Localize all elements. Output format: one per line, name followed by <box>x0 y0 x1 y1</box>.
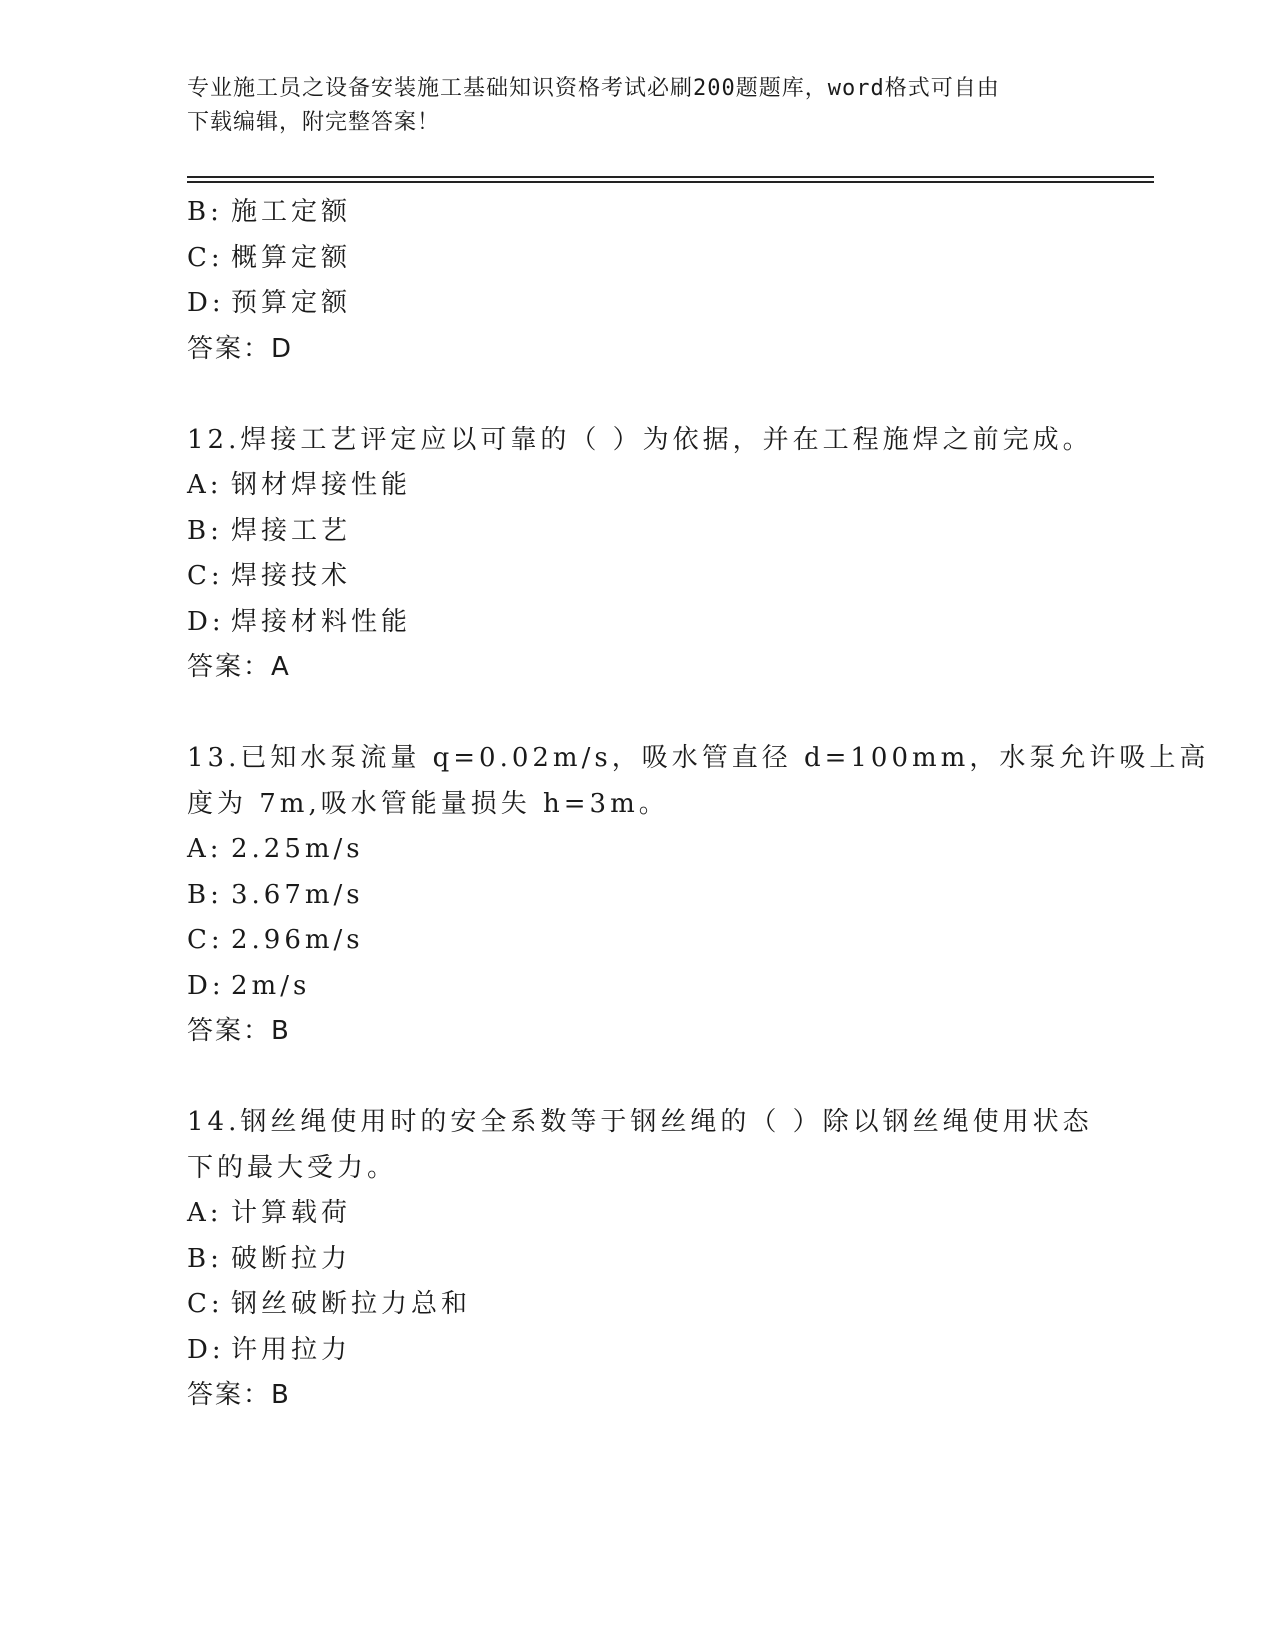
option-c: C: 焊接技术 <box>187 561 352 591</box>
answer: 答案：B <box>187 1380 291 1410</box>
document-header <box>187 72 1087 140</box>
question-stem: 12.焊接工艺评定应以可靠的（ ）为依据，并在工程施焊之前完成。 <box>187 424 1093 455</box>
option-c: C: 钢丝破断拉力总和 <box>187 1289 472 1319</box>
option-d: D: 焊接材料性能 <box>187 606 412 637</box>
option-c: C: 2.96m/s <box>187 925 364 955</box>
answer: 答案：D <box>187 333 294 364</box>
header-line-2: 下载编辑，附完整答案！ <box>187 110 441 135</box>
question-12 <box>187 418 1093 691</box>
option-c: C: 概算定额 <box>187 242 352 273</box>
answer: 答案：B <box>187 1016 291 1046</box>
option-d: D: 预算定额 <box>187 288 352 318</box>
option-a: A: 2.25m/s <box>187 834 364 864</box>
option-b: B: 破断拉力 <box>187 1243 352 1274</box>
header-rule-bottom <box>187 181 1154 183</box>
question-stem-line-2: 度为 7m,吸水管能量损失 h=3m。 <box>187 788 669 819</box>
option-a: A: 计算载荷 <box>187 1198 352 1228</box>
option-b: B: 施工定额 <box>187 197 352 227</box>
header-line-1: 专业施工员之设备安装施工基础知识资格考试必刷200题题库，word格式可自由 <box>187 76 1000 101</box>
option-d: D: 2m/s <box>187 970 311 1001</box>
option-d: D: 许用拉力 <box>187 1334 352 1365</box>
option-a: A: 钢材焊接性能 <box>187 470 412 500</box>
option-b: B: 焊接工艺 <box>187 515 352 546</box>
question-stem-line-1: 14.钢丝绳使用时的安全系数等于钢丝绳的（ ）除以钢丝绳使用状态 <box>187 1107 1093 1137</box>
question-11-continued <box>187 190 1087 372</box>
question-stem-line-1: 13.已知水泵流量 q=0.02m/s，吸水管直径 d=100mm，水泵允许吸上高 <box>187 743 1210 773</box>
option-b: B: 3.67m/s <box>187 879 364 910</box>
question-13 <box>187 736 1210 1055</box>
answer: 答案：A <box>187 652 291 682</box>
header-rule-top <box>187 176 1154 178</box>
question-14 <box>187 1100 1093 1419</box>
question-stem-line-2: 下的最大受力。 <box>187 1152 398 1183</box>
question-list <box>187 190 1210 1419</box>
